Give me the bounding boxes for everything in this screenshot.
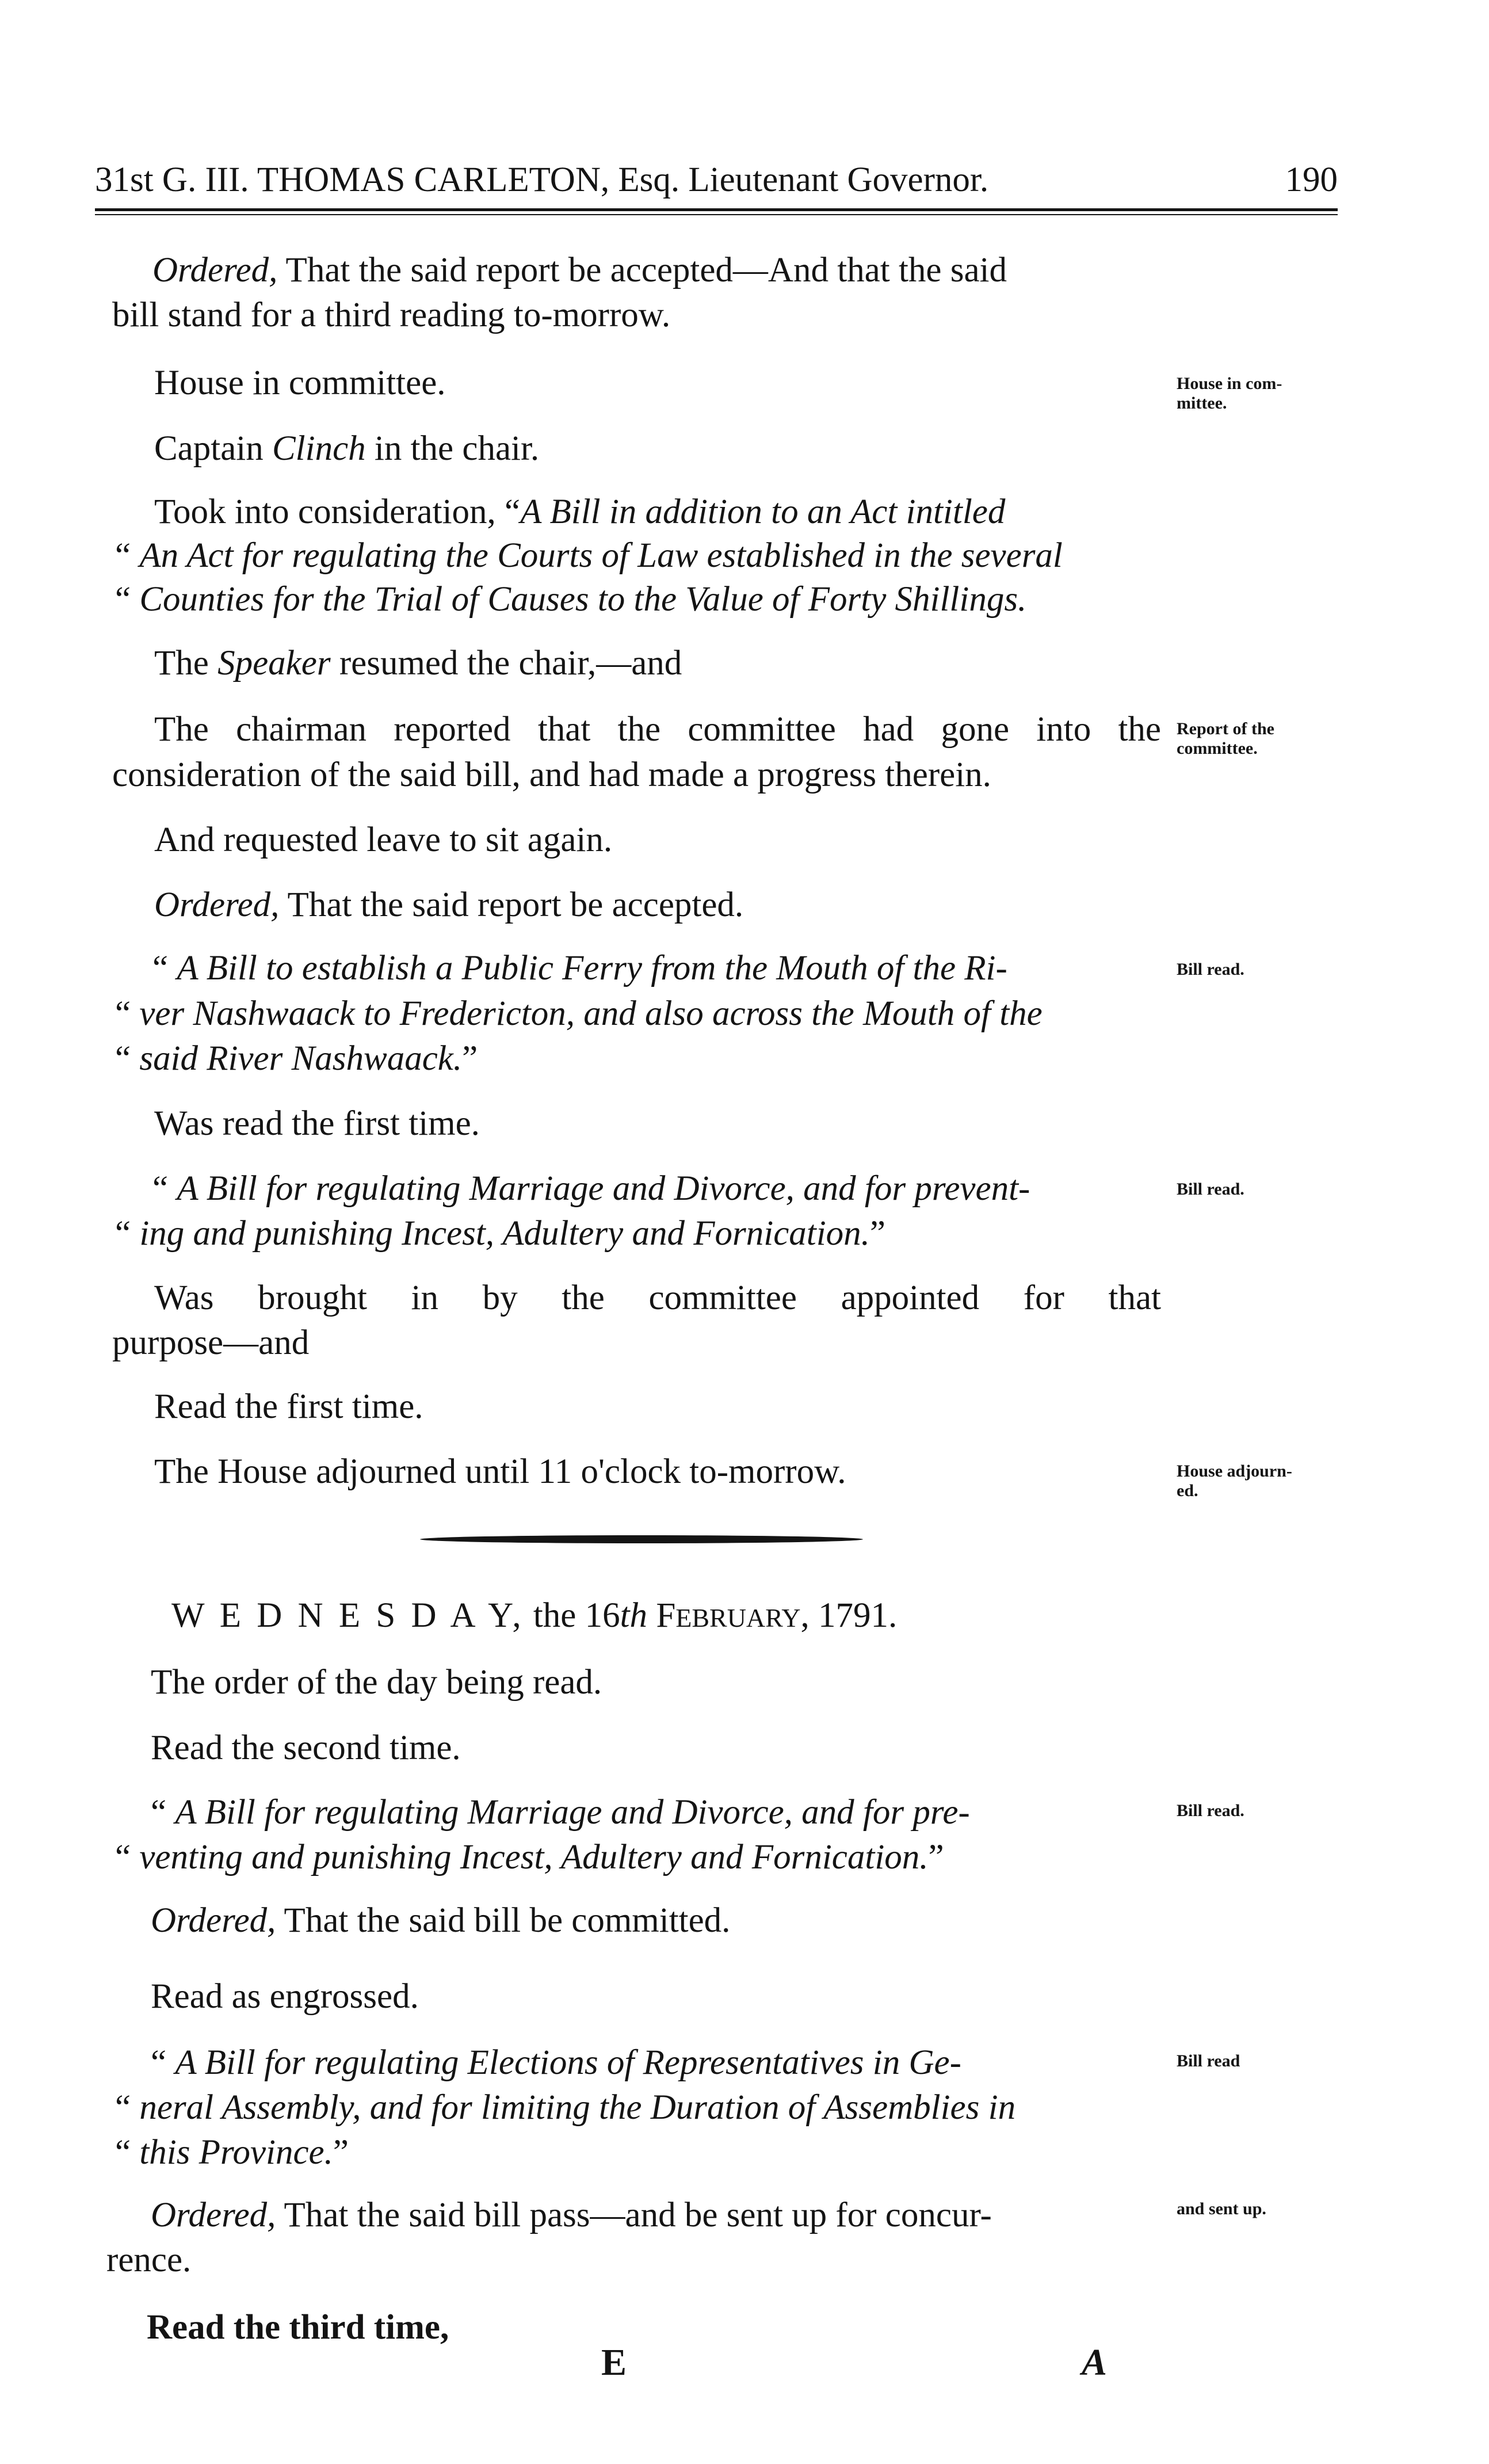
text-line: “ A Bill for regulating Marriage and Divorce, and for pre- <box>151 1793 970 1832</box>
signature-mark: E <box>601 2341 627 2383</box>
day-heading: W E D N E S D A Y, the 16th FEBRUARY, 1791. <box>171 1596 898 1635</box>
text-line: The chairman reported that the committee had gone into the <box>154 710 1161 749</box>
running-title: 31st G. III. THOMAS CARLETON, Esq. Lieutenant Governor. <box>95 161 989 199</box>
text-line: “ A Bill for regulating Elections of Representatives in Ge- <box>151 2043 961 2082</box>
margin-note: House in com- mittee. <box>1177 374 1282 413</box>
text-line: “ A Bill for regulating Marriage and Divorce, and for prevent- <box>152 1169 1030 1208</box>
text-line: “ venting and punishing Incest, Adultery and Fornication.” <box>115 1838 944 1876</box>
header-rule <box>95 208 1338 211</box>
margin-note: Bill read. <box>1177 1180 1244 1199</box>
text-line: The Speaker resumed the chair,—and <box>154 644 682 682</box>
text-line: The House adjourned until 11 o'clock to-morrow. <box>154 1452 846 1491</box>
text-line: bill stand for a third reading to-morrow. <box>112 296 671 334</box>
text-line: “ ing and punishing Incest, Adultery and Fornication.” <box>115 1214 885 1253</box>
text-line: Read as engrossed. <box>151 1977 419 2016</box>
catchword: A <box>1082 2341 1108 2383</box>
margin-note: Report of the committee. <box>1177 719 1274 758</box>
text-line: “ ver Nashwaack to Fredericton, and also across the Mouth of the <box>115 994 1043 1033</box>
margin-note: Bill read <box>1177 2051 1240 2070</box>
text-line: “ neral Assembly, and for limiting the Duration of Assemblies in <box>115 2088 1016 2127</box>
text-line: “ A Bill to establish a Public Ferry from the Mouth of the Ri- <box>152 949 1007 987</box>
section-divider <box>420 1535 863 1543</box>
text-line: Ordered, That the said bill pass—and be sent up for concur- <box>151 2196 992 2234</box>
margin-note: Bill read. <box>1177 1801 1244 1820</box>
text-line: Read the second time. <box>151 1729 461 1767</box>
margin-note: and sent up. <box>1177 2199 1266 2218</box>
header-rule-thin <box>95 214 1338 215</box>
margin-note: House adjourn- ed. <box>1177 1462 1292 1500</box>
text-line: “ said River Nashwaack.” <box>115 1039 478 1078</box>
text-line: consideration of the said bill, and had made a progress therein. <box>112 756 991 794</box>
text-line: rence. <box>106 2241 192 2279</box>
text-line: Ordered, That the said report be accepted. <box>154 886 744 924</box>
margin-note: Bill read. <box>1177 960 1244 979</box>
text-line: Read the third time, <box>147 2308 449 2347</box>
text-line: Ordered, That the said report be accepted—And that the said <box>152 251 1007 289</box>
text-line: The order of the day being read. <box>151 1663 602 1702</box>
text-line: Was brought in by the committee appointed for that <box>154 1279 1161 1317</box>
text-line: “ An Act for regulating the Courts of Law established in the several <box>115 536 1063 575</box>
text-line: And requested leave to sit again. <box>154 821 613 859</box>
text-line: House in committee. <box>154 364 446 402</box>
text-line: Ordered, That the said bill be committed. <box>151 1901 731 1940</box>
text-line: Captain Clinch in the chair. <box>154 429 540 468</box>
text-line: Read the first time. <box>154 1387 423 1426</box>
text-line: Took into consideration, “A Bill in addition to an Act intitled <box>154 493 1006 531</box>
text-line: Was read the first time. <box>154 1104 480 1143</box>
page-number: 190 <box>1285 161 1338 199</box>
text-line: “ Counties for the Trial of Causes to the Value of Forty Shillings. <box>115 580 1027 619</box>
text-line: purpose—and <box>112 1323 310 1362</box>
text-line: “ this Province.” <box>115 2133 349 2172</box>
